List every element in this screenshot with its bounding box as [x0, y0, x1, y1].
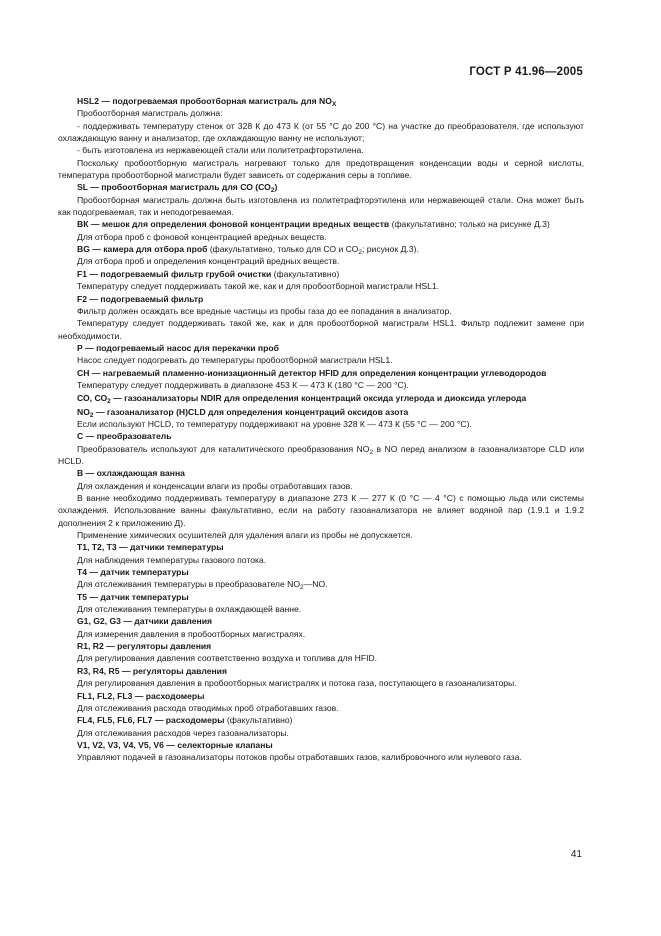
term-text: СО, СО: [77, 393, 108, 404]
entry-paragraph: Пробоотборная магистраль должна быть изготовлена из политетрафторэтилена или нержавеющей стали. Она может быть как подогреваемая, так и неподогреваемая.: [58, 194, 584, 218]
paragraph-subscript: 2: [300, 584, 304, 592]
entry-term-bold: [77, 715, 225, 725]
paragraph-text: —NO.: [303, 579, 328, 590]
entry-term-bold: [77, 244, 207, 254]
paragraph-subscript: 2: [369, 448, 374, 456]
entry-paragraph: Пробоотборная магистраль должна:: [77, 108, 223, 119]
entry-paragraph: Для отслеживания расходов через газоанализаторы.: [77, 727, 289, 738]
entry-term: [58, 591, 584, 603]
entry-term: [58, 566, 584, 578]
term-text: NO: [77, 406, 90, 417]
entry-term-bold: [77, 219, 389, 229]
entry-term-bold: [77, 182, 278, 195]
entry-paragraph: [58, 443, 584, 468]
entry-term: [58, 640, 584, 652]
term-subscript: X: [331, 101, 337, 108]
entry-term: [58, 342, 584, 354]
entry-paragraph: - поддерживать температуру стенок от 328 К до 473 К (от 55 °С до 200 °С) на участке до преобразователя, где используют охлаждающую ванну и анализатор, где охлаждающую ванну не используют;: [58, 120, 584, 144]
entry-term: [58, 541, 584, 553]
term-text: R3, R4, R5 — регуляторы давления: [77, 665, 227, 676]
term-text: СН — нагреваемый пламенно-ионизационный детектор HFID для определения концентрации углеводородов: [77, 367, 547, 378]
term-text: F2 — подогреваемый фильтр: [77, 293, 204, 304]
entry-term: [58, 406, 584, 418]
term-text: BG — камера для отбора проб: [77, 244, 208, 255]
term-text: G1, G2, G3 — датчики давления: [77, 616, 213, 627]
term-note: (факультативно, только для СО и СО: [207, 244, 359, 255]
paragraph-text: Для отслеживания температуры в преобразователе NO: [77, 579, 301, 590]
entry-paragraph: Для отбора проб и определения концентраций вредных веществ.: [77, 256, 340, 267]
entry-term: [58, 430, 584, 442]
entry-paragraph: Для отбора проб с фоновой концентрацией вредных веществ.: [77, 231, 327, 242]
entry-term: [58, 243, 584, 255]
entry-term-bold: [77, 616, 212, 626]
term-text: — газоанализатор (H)CLD для определения концентраций оксидов азота: [93, 406, 409, 417]
entry-term-bold: [77, 666, 227, 676]
entry-paragraph: Для наблюдения температуры газового потока.: [77, 554, 267, 565]
entry-paragraph: Для регулирования давления соответственно воздуха и топлива для HFID.: [77, 653, 378, 664]
term-text: ): [274, 182, 278, 193]
entry-term-bold: [77, 740, 273, 750]
entry-term: [58, 690, 584, 702]
term-text: V1, V2, V3, V4, V5, V6 — селекторные клапаны: [77, 739, 273, 750]
entry-term: [58, 615, 584, 627]
term-text: SL — пробоотборная магистраль для СО (СО: [77, 182, 271, 193]
entry-term: [58, 367, 584, 379]
entry-term-bold: [77, 592, 189, 602]
term-text: Т5 — датчик температуры: [77, 591, 189, 602]
entry-paragraph: Для отслеживания расхода отводимых проб отработавших газов.: [77, 702, 339, 713]
entry-term-bold: [77, 691, 204, 701]
entry-term: [58, 665, 584, 677]
entry-term-bold: [77, 431, 171, 441]
entry-term-bold: [77, 542, 224, 552]
term-note: (факультативно; только на рисунке Д.3): [389, 219, 550, 230]
entry-term: [58, 714, 584, 726]
entry-term: [58, 467, 584, 479]
entry-term-bold: [77, 269, 271, 279]
entry-term: [58, 181, 584, 193]
entry-term-bold: [77, 567, 189, 577]
entry-paragraph: Фильтр должен осаждать все вредные частицы из пробы газа до ее попадания в анализатор.: [77, 305, 452, 316]
entry-paragraph: Температуру следует поддерживать такой же, как и для пробоотборной магистрали HSL1.: [77, 281, 440, 292]
term-note: (факультативно): [224, 715, 293, 726]
paragraph-text: в NO перед анализом в газоанализаторе CLD или HCLD.: [58, 443, 584, 466]
term-text: — газоанализаторы NDIR для определения концентраций оксида углерода и диоксида углерода: [110, 393, 527, 404]
entry-paragraph: Для измерения давления в пробоотборных магистралях.: [77, 628, 306, 639]
entry-paragraph: [58, 578, 584, 590]
entry-term: [58, 739, 584, 751]
entry-paragraph: - быть изготовлена из нержавеющей стали или политетрафторэтилена.: [77, 145, 364, 156]
term-text: С — преобразователь: [77, 431, 172, 442]
paragraph-text: Преобразователь используют для каталитического преобразования NO: [77, 443, 370, 454]
entry-paragraph: Для охлаждения и конденсации влаги из пробы отработавших газов.: [77, 480, 353, 491]
term-text: F1 — подогреваемый фильтр грубой очистки: [77, 268, 272, 279]
entry-term-bold: [77, 294, 203, 304]
term-text: R1, R2 — регуляторы давления: [77, 641, 212, 652]
entry-term-bold: [77, 96, 336, 106]
entry-paragraph: Насос следует подогревать до температуры пробоотборной магистрали HSL1.: [77, 355, 393, 366]
entry-paragraph: Температуру следует поддерживать в диапазоне 453 К — 473 К (180 °С — 200 °С).: [77, 379, 409, 390]
term-note: (факультативно): [271, 268, 340, 279]
term-text: FL4, FL5, FL6, FL7 — расходомеры: [77, 715, 225, 726]
entry-paragraph: Управляют подачей в газоанализаторы потоков пробы отработавших газов, калибровочного или нулевого газа.: [77, 752, 522, 763]
term-text: Т1, Т2, Т3 — датчики температуры: [77, 542, 224, 553]
term-text: ВК — мешок для определения фоновой концентрации вредных веществ: [77, 219, 390, 230]
term-text: FL1, FL2, FL3 — расходомеры: [77, 690, 205, 701]
entry-term-bold: [77, 343, 279, 353]
entry-term: [58, 268, 584, 280]
entry-paragraph: Для отслеживания температуры в охлаждающей ванне.: [77, 604, 302, 615]
entry-paragraph: Поскольку пробоотборную магистраль нагревают только для предотвращения конденсации воды и серной кислоты, температура пробоотборной магистрали будет зависеть от содержания серы в топливе.: [58, 157, 584, 181]
term-note: ; рисунок Д.3).: [361, 244, 419, 255]
document-body: [58, 95, 584, 764]
term-subscript: 2: [107, 398, 111, 406]
entry-term-bold: [77, 641, 211, 651]
document-header-title: ГОСТ Р 41.96—2005: [469, 66, 583, 78]
entry-term: [58, 392, 584, 404]
term-text: В — охлаждающая ванна: [77, 468, 185, 479]
term-note-subscript: 2: [358, 249, 362, 257]
entry-paragraph: Для регулирования давления в пробоотборных магистралях и потока газа, поступающего в газоанализаторы.: [77, 678, 517, 689]
entry-term: [58, 95, 584, 107]
term-text: HSL2 — подогреваемая пробоотборная магистраль для NO: [77, 96, 332, 106]
term-subscript: 2: [89, 411, 94, 419]
term-text: Т4 — датчик температуры: [77, 567, 189, 578]
entry-paragraph: В ванне необходимо поддерживать температуру в диапазоне 273 К — 277 К (0 °С — 4 °С) с помощью льда или системы охлаждения. Использование ванны факультативно, если на работу газоанализатора не влияет водяной пар (1.9.1 и 1.9.2 дополнения 2 к приложению Д).: [58, 493, 584, 528]
entry-term-bold: [77, 368, 546, 378]
term-subscript: 2: [270, 187, 275, 195]
term-text: Р — подогреваемый насос для перекачки проб: [77, 342, 279, 353]
entry-term-bold: [77, 468, 185, 478]
entry-paragraph: Если используют HCLD, то температуру поддерживают на уровне 328 К — 473 К (55 °С — 200 °С).: [77, 418, 472, 429]
entry-paragraph: Применение химических осушителей для удаления влаги из пробы не допускается.: [77, 530, 413, 541]
entry-term: [58, 293, 584, 305]
entry-paragraph: Температуру следует поддерживать такой же, как и для пробоотборной магистрали HSL1. Фильтр подлежит замене при необходимости.: [58, 318, 584, 341]
page-number: 41: [570, 849, 582, 860]
entry-term-bold: [77, 407, 408, 417]
entry-term-bold: [77, 393, 527, 406]
entry-term: [58, 218, 584, 230]
